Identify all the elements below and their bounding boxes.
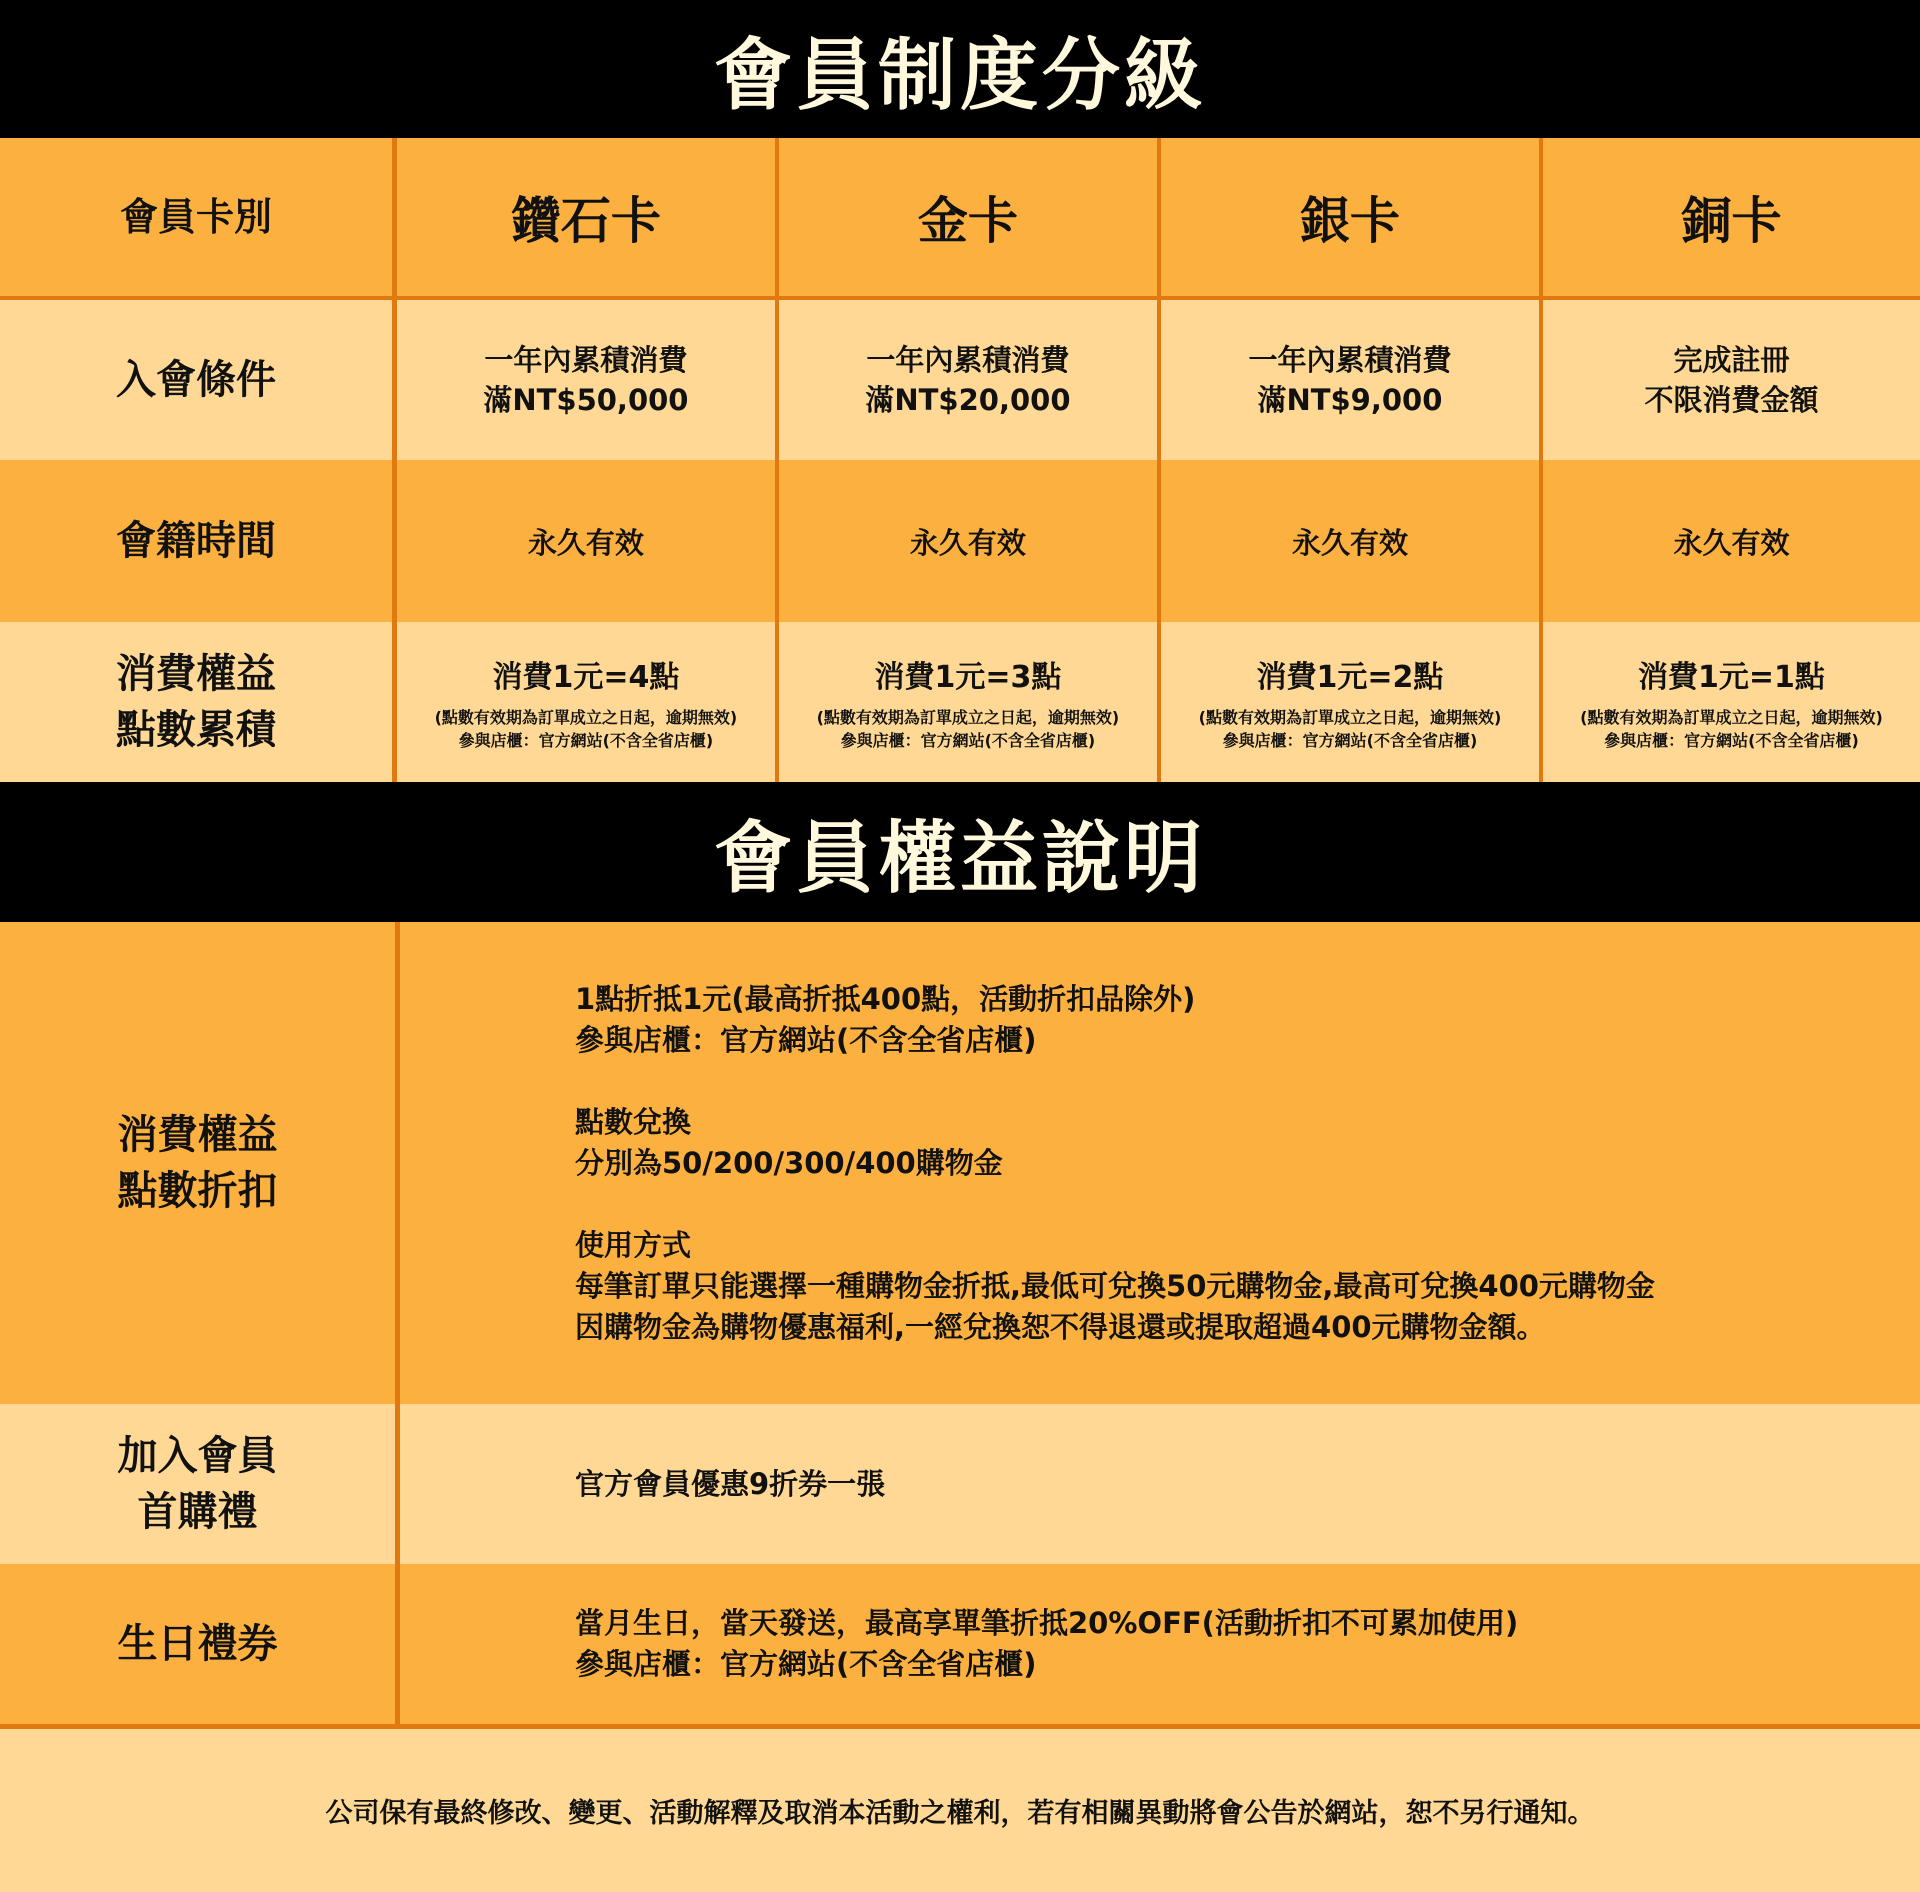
usage-heading: 使用方式 xyxy=(575,1227,692,1262)
usage-note: 因購物金為購物優惠福利,一經兌換恕不得退還或提取超過400元購物金額。 xyxy=(575,1309,1546,1344)
tier-gold xyxy=(779,138,1161,296)
welcome-gift-row xyxy=(0,1404,1920,1564)
points-gold xyxy=(779,622,1161,782)
card-type-label: 會員卡別 xyxy=(0,138,397,296)
join-condition-silver xyxy=(1161,300,1543,460)
points-note: (點數有效期為訂單成立之日起，逾期無效) xyxy=(434,708,738,727)
condition-line: 滿NT$20,000 xyxy=(865,383,1071,417)
discount-rule: 1點折抵1元(最高折抵400點，活動折扣品除外) xyxy=(575,981,1196,1016)
membership-duration-label: 會籍時間 xyxy=(0,460,397,622)
tier-name: 金卡 xyxy=(917,192,1018,250)
tier-name: 鑽石卡 xyxy=(510,192,661,250)
welcome-gift-label xyxy=(0,1404,400,1564)
birthday-voucher-content xyxy=(400,1564,1920,1724)
disclaimer-text: 公司保有最終修改、變更、活動解釋及取消本活動之權利，若有相關異動將會公告於網站，恕不另行通知。 xyxy=(325,1798,1595,1829)
points-accumulation-row xyxy=(0,622,1920,782)
points-silver xyxy=(1161,622,1543,782)
membership-duration-row xyxy=(0,460,1920,622)
label-line: 首購禮 xyxy=(137,1489,258,1535)
tier-bronze xyxy=(1543,138,1920,296)
points-rate: 消費1元=3點 xyxy=(874,660,1062,695)
points-discount-content xyxy=(400,922,1920,1404)
condition-line: 滿NT$9,000 xyxy=(1257,383,1443,417)
birthday-voucher-row xyxy=(0,1564,1920,1729)
join-condition-gold xyxy=(779,300,1161,460)
points-rate: 消費1元=1點 xyxy=(1638,660,1825,695)
points-diamond xyxy=(397,622,779,782)
duration-silver: 永久有效 xyxy=(1161,460,1543,622)
duration-diamond: 永久有效 xyxy=(397,460,779,622)
birthday-rule: 當月生日，當天發送，最高享單筆折抵20%OFF(活動折扣不可累加使用) xyxy=(575,1606,1519,1640)
points-note: (點數有效期為訂單成立之日起，逾期無效) xyxy=(1198,708,1502,727)
tier-diamond xyxy=(397,138,779,296)
points-note: 參與店櫃：官方網站(不含全省店櫃) xyxy=(1222,731,1478,750)
label-line: 消費權益 xyxy=(117,1112,278,1158)
discount-store: 參與店櫃：官方網站(不含全省店櫃) xyxy=(575,1022,1037,1057)
condition-line: 一年內累積消費 xyxy=(1248,343,1452,377)
label-line: 加入會員 xyxy=(117,1433,278,1479)
points-bronze xyxy=(1543,622,1920,782)
label-line: 點數累積 xyxy=(115,707,276,753)
exchange-heading: 點數兌換 xyxy=(575,1104,692,1139)
join-condition-diamond xyxy=(397,300,779,460)
condition-line: 滿NT$50,000 xyxy=(483,383,689,417)
exchange-amounts: 分別為50/200/300/400購物金 xyxy=(575,1145,1003,1180)
benefit-section-title-text: 會員權益說明 xyxy=(713,814,1206,904)
points-note: (點數有效期為訂單成立之日起，逾期無效) xyxy=(816,708,1120,727)
points-rate: 消費1元=4點 xyxy=(492,660,680,695)
condition-line: 一年內累積消費 xyxy=(866,343,1070,377)
duration-bronze: 永久有效 xyxy=(1673,525,1790,560)
tier-name: 銀卡 xyxy=(1299,192,1400,250)
points-note: (點數有效期為訂單成立之日起，逾期無效) xyxy=(1580,708,1883,727)
points-note: 參與店櫃：官方網站(不含全省店櫃) xyxy=(1604,731,1859,750)
duration-gold: 永久有效 xyxy=(779,460,1161,622)
condition-line: 完成註冊 xyxy=(1673,343,1790,377)
disclaimer-footer xyxy=(0,1729,1920,1892)
join-condition-bronze xyxy=(1543,300,1920,460)
points-rate: 消費1元=2點 xyxy=(1256,660,1444,695)
points-note: 參與店櫃：官方網站(不含全省店櫃) xyxy=(840,731,1096,750)
welcome-gift-content xyxy=(400,1404,1920,1564)
birthday-voucher-label: 生日禮券 xyxy=(0,1564,400,1724)
condition-line: 一年內累積消費 xyxy=(484,343,688,377)
join-condition-row xyxy=(0,300,1920,460)
join-condition-label: 入會條件 xyxy=(0,300,397,460)
birthday-store: 參與店櫃：官方網站(不含全省店櫃) xyxy=(575,1647,1037,1681)
welcome-gift-text: 官方會員優惠9折券一張 xyxy=(575,1466,886,1501)
label-line: 消費權益 xyxy=(115,651,276,697)
points-accumulation-label xyxy=(0,622,397,782)
tier-silver xyxy=(1161,138,1543,296)
tier-section-title-text: 會員制度分級 xyxy=(713,31,1206,121)
tier-header-row xyxy=(0,138,1920,300)
usage-rule: 每筆訂單只能選擇一種購物金折抵,最低可兌換50元購物金,最高可兌換400元購物金 xyxy=(575,1268,1655,1303)
benefit-section-title xyxy=(0,782,1920,922)
label-line: 點數折扣 xyxy=(117,1168,278,1214)
condition-line: 不限消費金額 xyxy=(1644,383,1819,417)
points-discount-label xyxy=(0,922,400,1404)
tier-name: 銅卡 xyxy=(1681,192,1782,250)
tier-section-title xyxy=(0,0,1920,138)
points-note: 參與店櫃：官方網站(不含全省店櫃) xyxy=(458,731,714,750)
points-discount-row xyxy=(0,922,1920,1404)
